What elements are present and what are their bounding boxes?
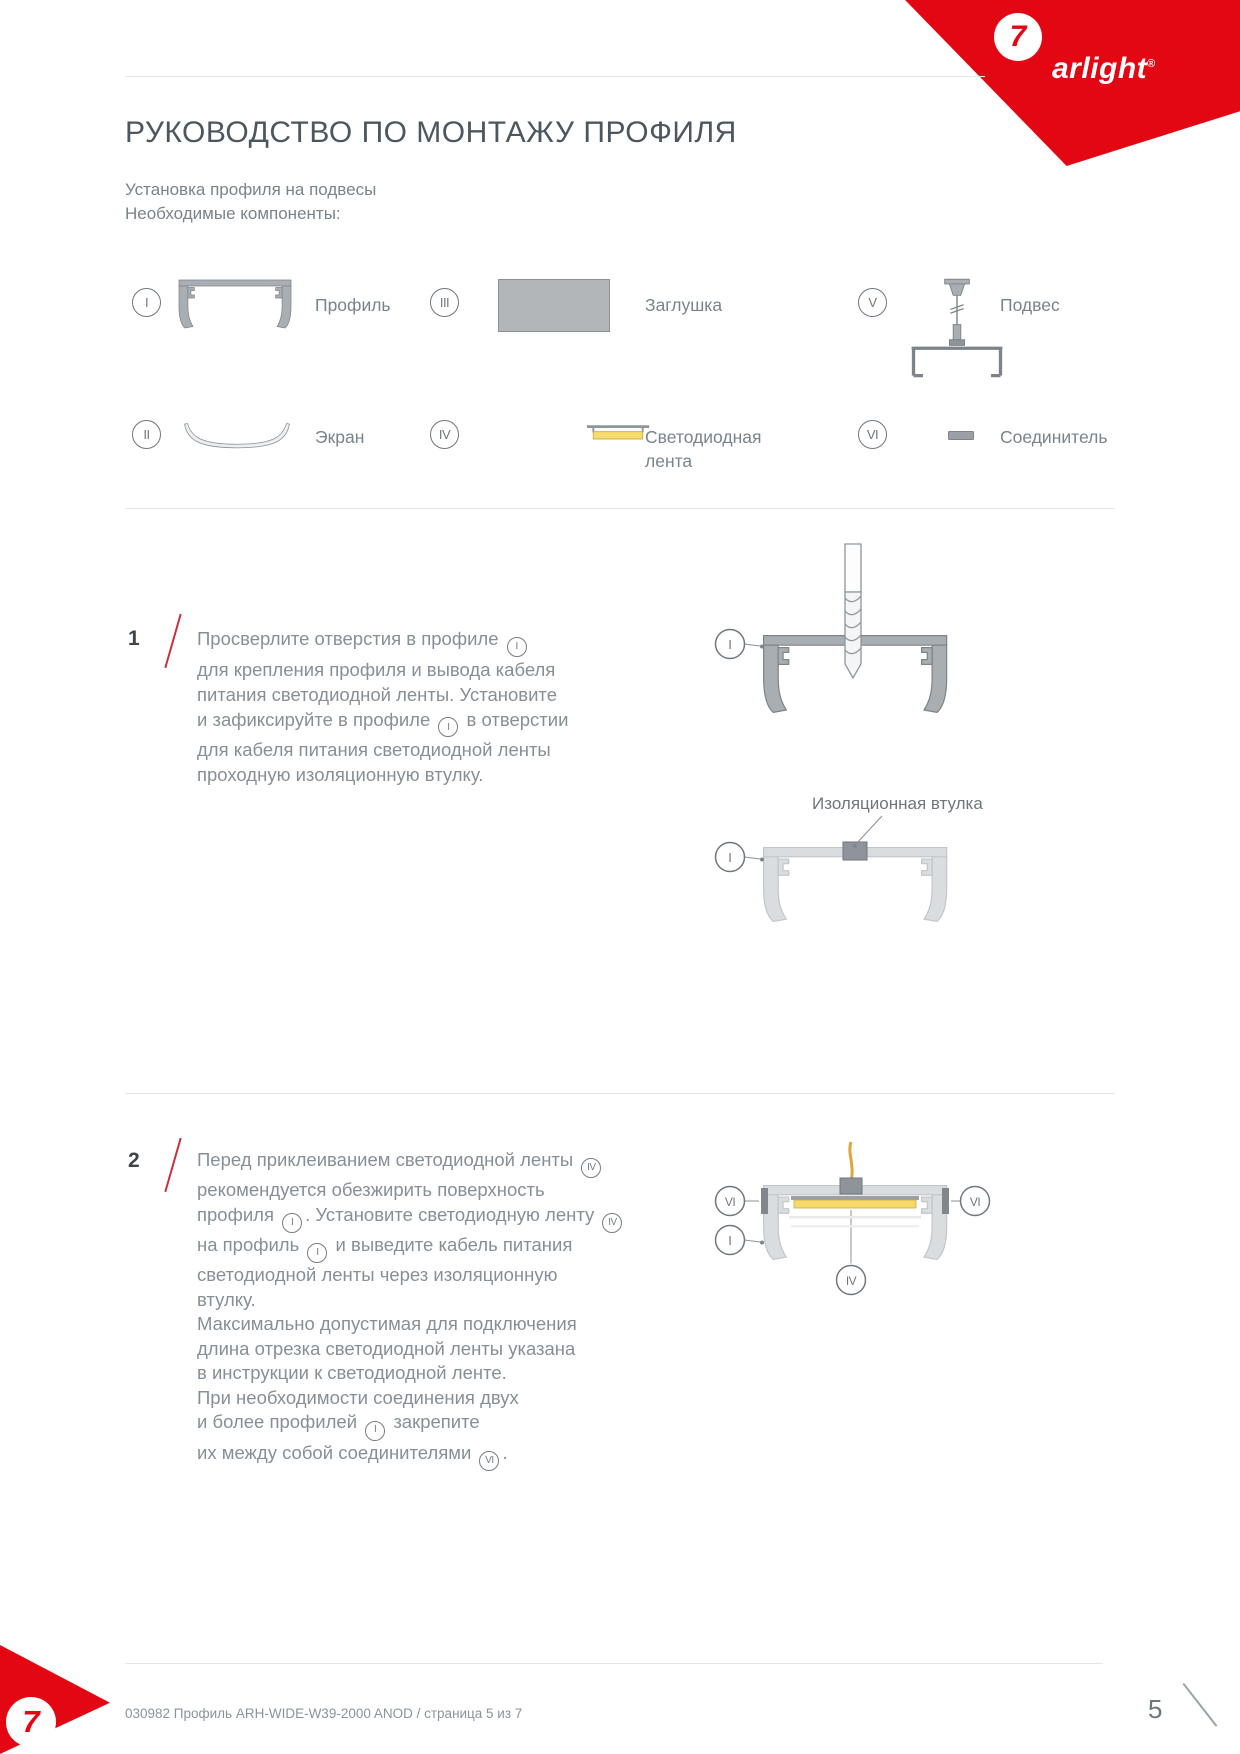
inline-circled-numeral-IV: IV xyxy=(602,1213,622,1233)
section-divider-2 xyxy=(125,1093,1115,1094)
section-divider-1 xyxy=(125,508,1115,509)
profile-drawing xyxy=(178,279,292,329)
connector-drawing xyxy=(948,431,974,440)
numeral-badge-endcap: III xyxy=(430,288,459,317)
hanger-drawing xyxy=(905,275,1009,395)
connector-bar-left xyxy=(761,1188,768,1214)
component-label-profile: Профиль xyxy=(315,295,391,315)
power-cable-drawing xyxy=(850,1142,852,1182)
subtitle-line-1: Установка профиля на подвесы xyxy=(125,180,377,199)
component-label-screen: Экран xyxy=(315,427,365,447)
brand-logo-circle xyxy=(994,13,1042,61)
registered-mark: ® xyxy=(1147,58,1156,70)
inline-circled-numeral-I: I xyxy=(507,637,527,657)
step-1-text: Просверлите отверстия в профиле I для крепления профиля и вывода кабеля питания светодиодной ленты. Установите и зафиксируйте в профиле I в отверстии для кабеля питания светодиодной ленты проходную изоляционную втулку. xyxy=(197,628,569,785)
inline-circled-numeral-VI: VI xyxy=(479,1451,499,1471)
brand-glyph: 7 xyxy=(1009,20,1027,53)
callout-text-profile: I xyxy=(728,850,732,865)
bushing-leader-dot xyxy=(853,844,857,848)
corner-logo-circle xyxy=(6,1697,56,1747)
screen-line-2 xyxy=(791,1225,919,1228)
assembly-diagram xyxy=(690,1130,1022,1298)
callout-text-vi-left: VI xyxy=(724,1195,736,1209)
brand-wordmark: arlight® xyxy=(1052,52,1156,85)
inline-circled-numeral-I: I xyxy=(307,1243,327,1263)
numeral-badge-hanger: V xyxy=(858,288,887,317)
leader-dot xyxy=(760,1241,764,1245)
step-2-number: 2 xyxy=(128,1149,140,1172)
bushing-label: Изоляционная втулка xyxy=(812,794,983,813)
page-title: РУКОВОДСТВО ПО МОНТАЖУ ПРОФИЛЯ xyxy=(125,116,737,149)
endcap-drawing xyxy=(498,279,610,332)
corner-brand-glyph: 7 xyxy=(22,1704,40,1739)
step-1-slash xyxy=(164,614,182,668)
screen-drawing xyxy=(183,422,291,453)
leader-line-profile xyxy=(745,1240,761,1242)
screen-line-1 xyxy=(789,1216,921,1219)
footer-text: 030982 Профиль ARH-WIDE-W39-2000 ANOD / страница 5 из 7 xyxy=(125,1706,523,1721)
connector-bar-right xyxy=(942,1188,949,1214)
leader-line xyxy=(745,857,761,859)
drill-bit-drawing xyxy=(845,544,861,678)
callout-text-profile: I xyxy=(728,637,732,652)
leader-dot xyxy=(760,645,764,649)
inline-circled-numeral-I: I xyxy=(282,1213,302,1233)
inline-circled-numeral-IV: IV xyxy=(581,1158,601,1178)
numeral-badge-led-strip: IV xyxy=(430,420,459,449)
leader-dot xyxy=(760,858,764,862)
component-label-hanger: Подвес xyxy=(1000,295,1060,315)
footer-divider xyxy=(125,1663,1103,1664)
step-2-text: Перед приклеиванием светодиодной ленты IV рекомендуется обезжирить поверхность профиля I . Установите светодиодную ленту IV на профиль I и выведите кабель питания светодиодной ленты через изоляционную втулку. Максимально допустимая для подключения длина отрезка светодиодной ленты указана в инструкции к светодиодной ленте. При необходимости соединения двух и более профилей I закрепите их между собой соединителями VI . xyxy=(197,1148,667,1471)
step-1-number: 1 xyxy=(128,627,140,650)
component-label-endcap: Заглушка xyxy=(645,295,723,315)
header-divider xyxy=(125,76,985,77)
component-label-connector: Соединитель xyxy=(1000,427,1108,447)
callout-text-profile: I xyxy=(728,1233,732,1248)
numeral-badge-connector: VI xyxy=(858,420,887,449)
leader-line xyxy=(745,644,761,646)
numeral-badge-screen: II xyxy=(132,420,161,449)
callout-text-strip: IV xyxy=(845,1274,857,1288)
component-label-led-strip: Светодиодная лента xyxy=(645,427,762,471)
numeral-badge-profile: I xyxy=(132,288,161,317)
step-2-slash xyxy=(164,1138,182,1192)
callout-text-vi-right: VI xyxy=(969,1195,981,1209)
subtitle-line-2: Необходимые компоненты: xyxy=(125,203,341,223)
page-number: 5 xyxy=(1148,1694,1163,1724)
drill-diagram xyxy=(690,540,982,730)
inline-circled-numeral-I: I xyxy=(365,1421,385,1441)
led-strip-in-profile xyxy=(791,1196,919,1200)
page-number-slash xyxy=(1183,1683,1217,1726)
led-strip-glow xyxy=(794,1200,916,1208)
bushing-diagram xyxy=(690,778,1022,928)
inline-circled-numeral-I: I xyxy=(438,717,458,737)
bushing-leader-line xyxy=(856,816,882,844)
led-strip-drawing xyxy=(586,424,650,443)
bushing-with-cable xyxy=(840,1178,862,1194)
